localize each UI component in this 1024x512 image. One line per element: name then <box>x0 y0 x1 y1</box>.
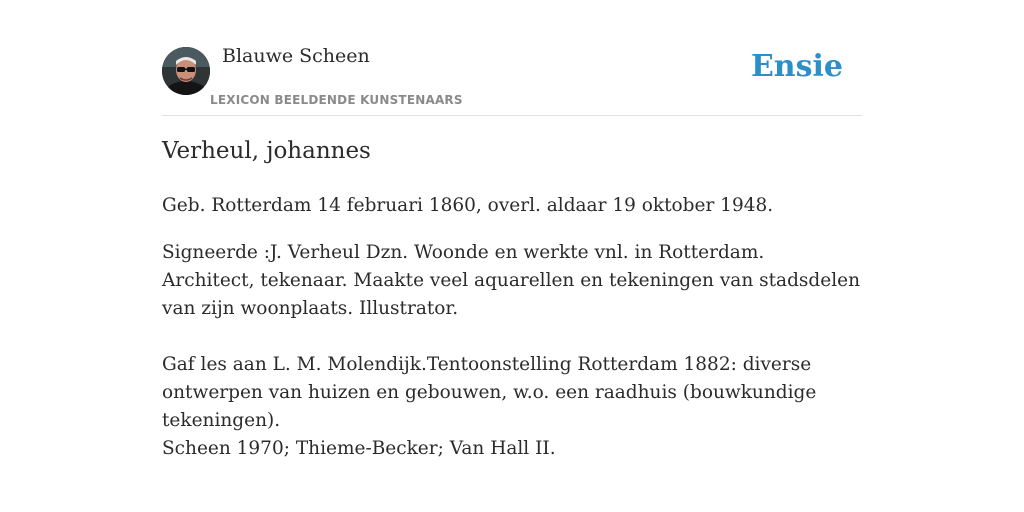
article-paragraph: Scheen 1970; Thieme-Becker; Van Hall II. <box>162 438 556 459</box>
avatar-photo <box>162 47 210 95</box>
article-paragraph: Signeerde :J. Verheul Dzn. Woonde en werkte vnl. in Rotterdam. Architect, tekenaar. Maakte veel aquarellen en tekeningen van stadsdelen van zijn woonplaats. Illustrator. <box>162 242 860 319</box>
article-paragraph: Gaf les aan L. M. Molendijk.Tentoonstelling Rotterdam 1882: diverse ontwerpen van huizen en gebouwen, w.o. een raadhuis (bouwkundige tekeningen). <box>162 354 817 431</box>
brand-logo[interactable]: Ensie <box>750 49 843 84</box>
article-title: Verheul, johannes <box>162 138 371 164</box>
author-name[interactable]: Blauwe Scheen <box>222 45 370 67</box>
author-avatar[interactable] <box>162 47 210 95</box>
content-container <box>162 0 862 459</box>
header <box>162 0 862 116</box>
article-paragraph: Geb. Rotterdam 14 februari 1860, overl. aldaar 19 oktober 1948. <box>162 195 774 216</box>
collection-label[interactable]: LEXICON BEELDENDE KUNSTENAARS <box>210 93 463 107</box>
